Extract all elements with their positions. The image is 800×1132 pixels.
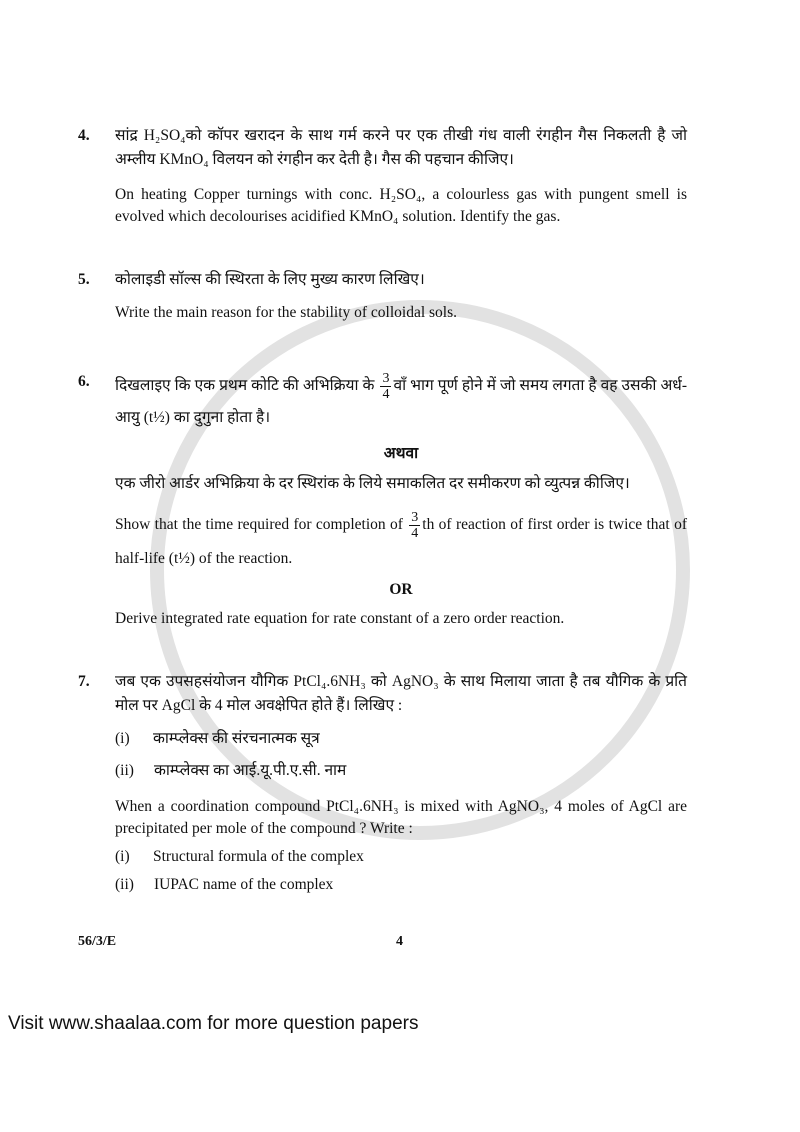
question-7 — [78, 670, 687, 896]
question-text-hindi-a: दिखलाइए कि एक प्रथम कोटि की अभिक्रिया के $\frac{3}{4}$ वाँ भाग पूर्ण होने में जो समय लगता है वह उसकी अर्ध-आयु (t½) का दुगुना होता है। — [115, 370, 688, 426]
or-hindi: अथवा — [383, 445, 419, 462]
question-text-english-b: Derive integrated rate equation for rate constant of a zero order reaction. — [115, 610, 565, 627]
list-item: (i) Structural formula of the complex — [115, 848, 364, 865]
question-text-hindi: सांद्र H₂SO₄को कॉपर खरादन के साथ गर्म करने पर एक तीखी गंध वाली रंगहीन गैस निकलती है जो अम्लीय KMnO₄ विलयन को रंगहीन कर देती है। गैस की पहचान कीजिए। — [115, 127, 687, 168]
question-number: 6. — [78, 373, 90, 390]
list-item: (ii) IUPAC name of the complex — [115, 876, 334, 893]
fraction: $\frac{3}{4}$ — [382, 370, 390, 402]
question-text-english: On heating Copper turnings with conc. H₂SO₄, a colourless gas with pungent smell is evolved which decolourises acidified KMnO₄ solution. Identify the gas. — [115, 186, 687, 225]
question-6 — [78, 370, 687, 630]
or-english: OR — [389, 581, 413, 598]
question-text-english: Write the main reason for the stability of colloidal sols. — [115, 304, 458, 321]
list-item: (ii) काम्प्लेक्स का आई.यू.पी.ए.सी. नाम — [115, 762, 347, 779]
question-text-english: When a coordination compound PtCl₄.6NH₃ is mixed with AgNO₃, 4 moles of AgCl are precipitated per mole of the compound ? Write : — [115, 798, 687, 837]
question-number: 7. — [78, 673, 90, 690]
question-text-english-a: Show that the time required for completion of $\frac{3}{4}$ th of reaction of first order is twice that of half-life (t½) of the reaction. — [115, 509, 687, 567]
fraction: $\frac{3}{4}$ — [411, 509, 419, 541]
question-text-hindi-b: एक जीरो आर्डर अभिक्रिया के दर स्थिरांक के लिये समाकलित दर समीकरण को व्युत्पन्न कीजिए। — [115, 475, 630, 492]
question-text-hindi: जब एक उपसहसंयोजन यौगिक PtCl₄.6NH₃ को AgNO₃ के साथ मिलाया जाता है तब यौगिक के प्रति मोल पर AgCl के 4 मोल अवक्षेपित होते हैं। लिखिए : — [115, 673, 687, 714]
question-5 — [78, 268, 687, 324]
question-text-hindi: कोलाइडी सॉल्स की स्थिरता के लिए मुख्य कारण लिखिए। — [115, 271, 425, 288]
page-number: 4 — [396, 934, 403, 949]
question-number: 5. — [78, 271, 90, 288]
question-number: 4. — [78, 127, 90, 144]
page-footer — [78, 932, 687, 952]
question-4 — [78, 124, 687, 228]
paper-code: 56/3/E — [78, 934, 117, 949]
visit-link[interactable]: Visit www.shaalaa.com for more question papers — [8, 1013, 419, 1034]
list-item: (i) काम्प्लेक्स की संरचनात्मक सूत्र — [115, 730, 320, 747]
